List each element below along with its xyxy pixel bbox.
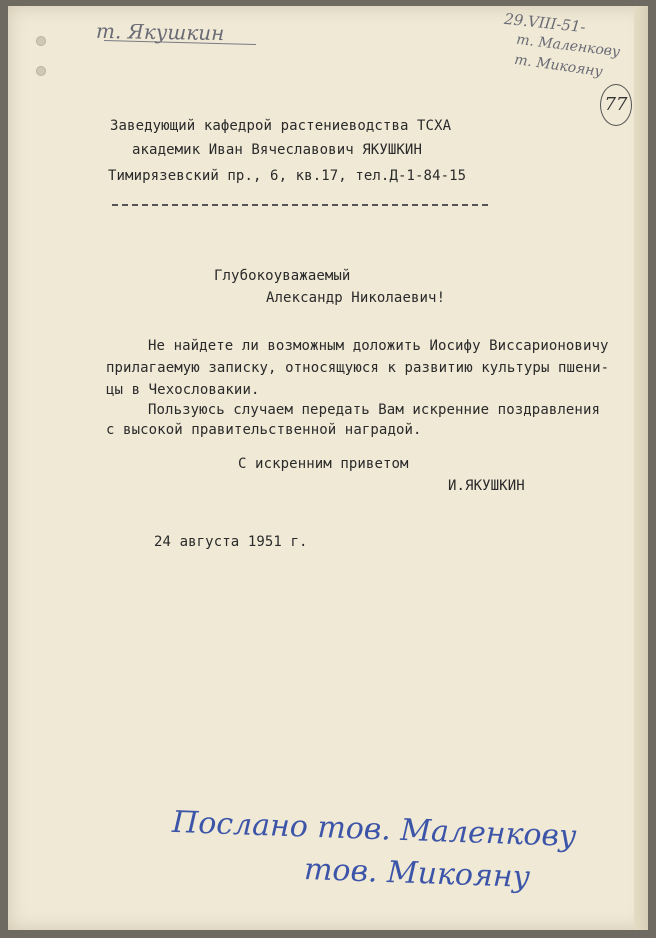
handwritten-name: т. Якушкин	[95, 18, 225, 46]
salutation-line-1: Глубокоуважаемый	[214, 268, 351, 284]
binding-hole	[36, 36, 46, 46]
handwritten-recipient-1: т. Маленкову	[515, 31, 621, 61]
letterhead-line-1: Заведующий кафедрой растениеводства ТСХА	[110, 118, 452, 134]
body-paragraph-1-line-2: прилагаемую записку, относящуюся к развитию культуры пшени-	[106, 360, 610, 376]
salutation-line-2: Александр Николаевич!	[266, 290, 446, 306]
handwritten-date: 29.VIII-51-	[503, 9, 587, 37]
signature: И.ЯКУШКИН	[448, 478, 525, 494]
page-edge	[634, 6, 648, 930]
letter-date: 24 августа 1951 г.	[154, 534, 308, 550]
body-paragraph-2-line-1: Пользуюсь случаем передать Вам искренние поздравления	[148, 402, 601, 418]
handwritten-sent-note-line-1: Послано тов. Маленкову	[171, 804, 577, 855]
binding-hole	[36, 66, 46, 76]
letterhead-address: Тимирязевский пр., 6, кв.17, тел.Д-1-84-15	[108, 168, 467, 184]
document-page	[8, 6, 648, 930]
body-paragraph-2-line-2: с высокой правительственной наградой.	[106, 422, 422, 438]
handwritten-recipient-2: т. Микояну	[513, 51, 604, 81]
body-paragraph-1-line-3: цы в Чехословакии.	[106, 382, 260, 398]
body-paragraph-1-line-1: Не найдете ли возможным доложить Иосифу Виссарионовичу	[148, 338, 609, 354]
letterhead-line-2: академик Иван Вячеславович ЯКУШКИН	[132, 142, 422, 158]
closing-greeting: С искренним приветом	[238, 456, 409, 472]
separator-line	[112, 204, 488, 206]
page-number: 77	[600, 84, 632, 126]
handwritten-sent-note-line-2: тов. Микояну	[303, 852, 531, 895]
